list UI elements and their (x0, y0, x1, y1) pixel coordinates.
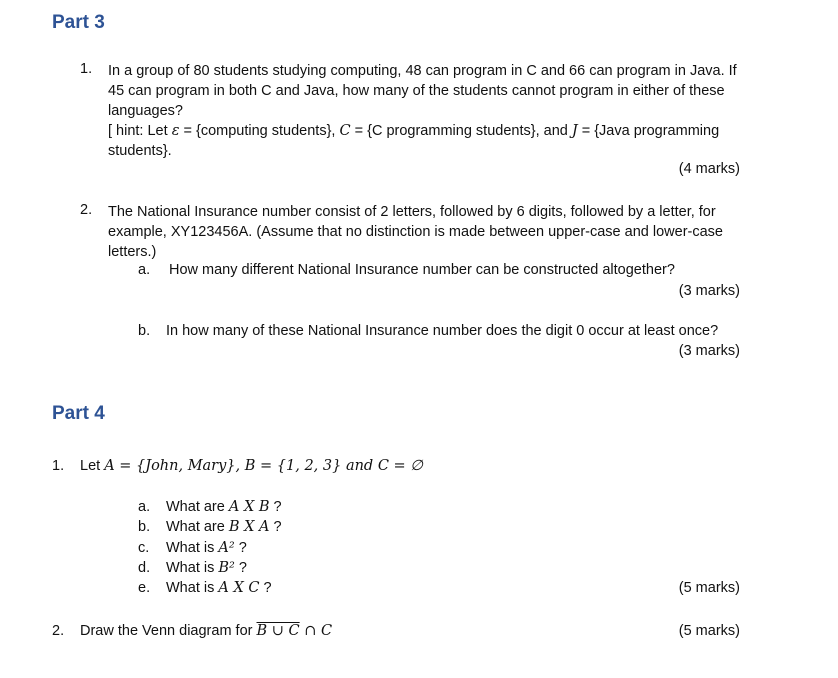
p3-q2b-text: In how many of these National Insurance number does the digit 0 occur at least once? (166, 323, 719, 339)
p4-q1c-text (166, 540, 247, 556)
p3-q2a-marks: (3 marks) (678, 283, 740, 299)
part-4-heading: Part 4 (52, 403, 105, 424)
p4-q1b-prefix: What are (166, 519, 229, 535)
p3-q1-hint (108, 121, 768, 141)
p4-q1b-tail: ? (269, 519, 282, 535)
p4-q2-tail-math: ∩ C (299, 623, 333, 639)
p3-q2a-text: How many different National Insurance number can be constructed altogether? (169, 262, 675, 278)
p3-q1-line1: In a group of 80 students studying computing, 48 can program in C and 66 can program in Java. If (108, 63, 737, 79)
hint-prefix: [ hint: Let (108, 123, 172, 139)
p3-q2-line2: example, XY123456A. (Assume that no distinction is made between upper-case and lower-case (108, 224, 723, 240)
p4-q1c-math: A² (218, 540, 235, 556)
p4-q2-overline-math: B ∪ C (256, 623, 300, 639)
hint-mid2: = {C programming students}, and (350, 123, 572, 139)
p4-q1c-label: c. (138, 540, 150, 556)
p4-q1d-math: B² (218, 560, 235, 576)
p3-q1-text (108, 61, 768, 161)
p4-q1e-text (166, 580, 272, 596)
p4-q1d-label: d. (138, 560, 151, 576)
p4-q1d-text (166, 560, 247, 576)
p4-q1-number: 1. (52, 458, 65, 474)
p4-q1a-prefix: What are (166, 499, 229, 515)
p4-q1c-tail: ? (234, 540, 247, 556)
p4-q2-marks: (5 marks) (678, 623, 740, 639)
hint-j: J (571, 123, 578, 139)
p4-q1e-math: A X C (218, 580, 260, 596)
p4-q1e-label: e. (138, 580, 151, 596)
p4-q1a-text (166, 499, 282, 515)
p4-q1d-prefix: What is (166, 560, 219, 576)
p3-q2b-label: b. (138, 323, 151, 339)
p4-q1e-tail: ? (259, 580, 272, 596)
p4-q2-number: 2. (52, 623, 65, 639)
p4-q1b-math: B X A (228, 519, 270, 535)
p3-q1-number: 1. (80, 61, 93, 77)
p3-q1-line2: 45 can program in both C and Java, how many of the students cannot program in either of these (108, 83, 725, 99)
hint-mid1: = {computing students}, (179, 123, 340, 139)
p4-q1b-label: b. (138, 519, 151, 535)
p4-q1c-prefix: What is (166, 540, 219, 556)
p4-q1a-math: A X B (228, 499, 270, 515)
p4-q2-text (80, 623, 332, 639)
p3-q2-number: 2. (80, 202, 93, 218)
p4-q1-text (80, 458, 423, 474)
part-3-heading: Part 3 (52, 12, 105, 33)
p4-q1d-tail: ? (234, 560, 247, 576)
p4-q1e-prefix: What is (166, 580, 219, 596)
p3-q2-text (108, 202, 768, 262)
p3-q2-line1: The National Insurance number consist of 2 letters, followed by 6 digits, followed by a letter, for (108, 204, 716, 220)
p4-q1b-text (166, 519, 282, 535)
p3-q1-marks: (4 marks) (678, 161, 740, 177)
p4-q2-prefix: Draw the Venn diagram for (80, 623, 257, 639)
p3-q2a-label: a. (138, 262, 151, 278)
p3-q1-hint-line2: students}. (108, 143, 172, 159)
hint-epsilon: ε (171, 123, 180, 139)
p3-q1-line3: languages? (108, 103, 183, 119)
p4-q1a-tail: ? (269, 499, 282, 515)
hint-mid3: = {Java programming (577, 123, 720, 139)
p4-q1-marks: (5 marks) (678, 580, 740, 596)
p4-q1-sets: A = {John, Mary}, B = {1, 2, 3} and C = ∅ (104, 458, 423, 474)
p3-q2b-marks: (3 marks) (678, 343, 740, 359)
p3-q2-line3: letters.) (108, 244, 157, 260)
p4-q1a-label: a. (138, 499, 151, 515)
hint-c: C (339, 123, 351, 139)
p4-q1-let: Let (80, 458, 105, 474)
